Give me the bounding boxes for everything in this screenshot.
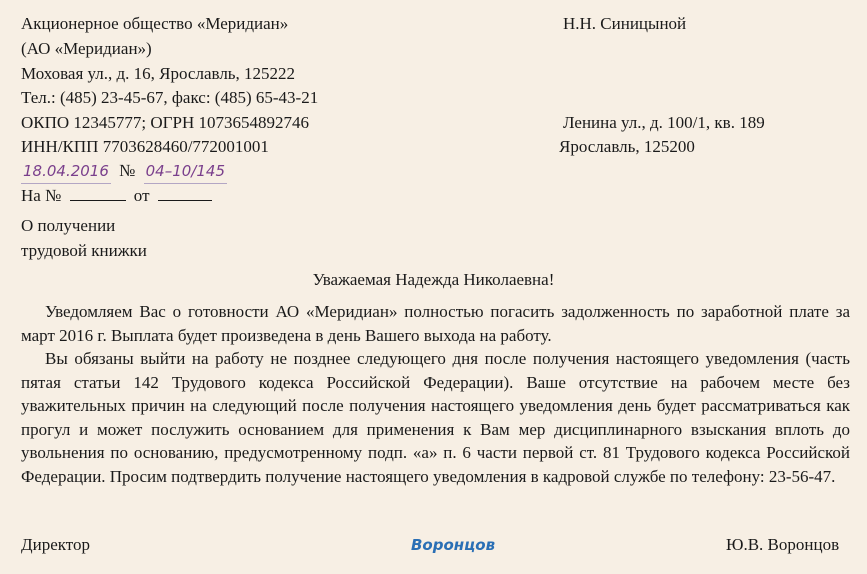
reply-reference-row: [21, 184, 212, 208]
letter-body: [21, 300, 850, 488]
recipient-address-street: Ленина ул., д. 100/1, кв. 189: [563, 113, 765, 132]
recipient-name: Н.Н. Синицыной: [563, 14, 687, 33]
reply-date-blank: [158, 186, 212, 201]
signature-name: Ю.В. Воронцов: [726, 535, 840, 554]
sender-okpo: ОКПО 12345777; ОГРН 1073654892746: [21, 113, 309, 132]
doc-date: 18.04.2016: [21, 159, 111, 184]
doc-number-label: №: [119, 161, 136, 180]
signature-mark: Воронцов: [411, 536, 496, 554]
signature-handwritten: [411, 533, 495, 557]
doc-number: 04–10/145: [144, 159, 227, 184]
doc-date-number-row: [21, 159, 227, 184]
sender-short-name: (АО «Меридиан»): [21, 39, 152, 58]
reply-from-label: от: [133, 186, 150, 205]
sender-address: Моховая ул., д. 16, Ярославль, 125222: [21, 64, 296, 83]
sender-inn: ИНН/КПП 7703628460/772001001: [21, 137, 269, 156]
salutation: Уважаемая Надежда Николаевна!: [312, 270, 555, 289]
reply-number-blank: [70, 186, 126, 201]
sender-company-name: Акционерное общество «Меридиан»: [21, 14, 289, 33]
signature-position: Директор: [21, 535, 90, 554]
subject-line-1: О получении: [21, 216, 116, 235]
subject-line-2: трудовой книжки: [21, 241, 147, 260]
recipient-address-city: Ярославль, 125200: [559, 137, 695, 156]
reply-prefix: На №: [21, 186, 62, 205]
sender-phone: Тел.: (485) 23-45-67, факс: (485) 65-43-21: [21, 88, 319, 107]
body-paragraph-1: Уведомляем Вас о готовности АО «Меридиан» полностью погасить задолженность по заработной плате за март 2016 г. Выплата будет произведена в день Вашего выхода на работу.: [21, 302, 850, 345]
body-paragraph-2: Вы обязаны выйти на работу не позднее следующего дня после получения настоящего уведомления (часть пятая статьи 142 Трудового кодекса Российской Федерации). Ваше отсутствие на рабочем месте без уважительных причин на следующий после получения настоящего уведомления день будет рассматриваться как прогул и может послужить основанием для применения к Вам мер дисциплинарного взыскания вплоть до увольнения по основанию, предусмотренному подп. «а» п. 6 части первой ст. 81 Трудового кодекса Российской Федерации. Просим подтвердить получение настоящего уведомления в кадровой службе по телефону: 23-56-47.: [21, 349, 850, 486]
